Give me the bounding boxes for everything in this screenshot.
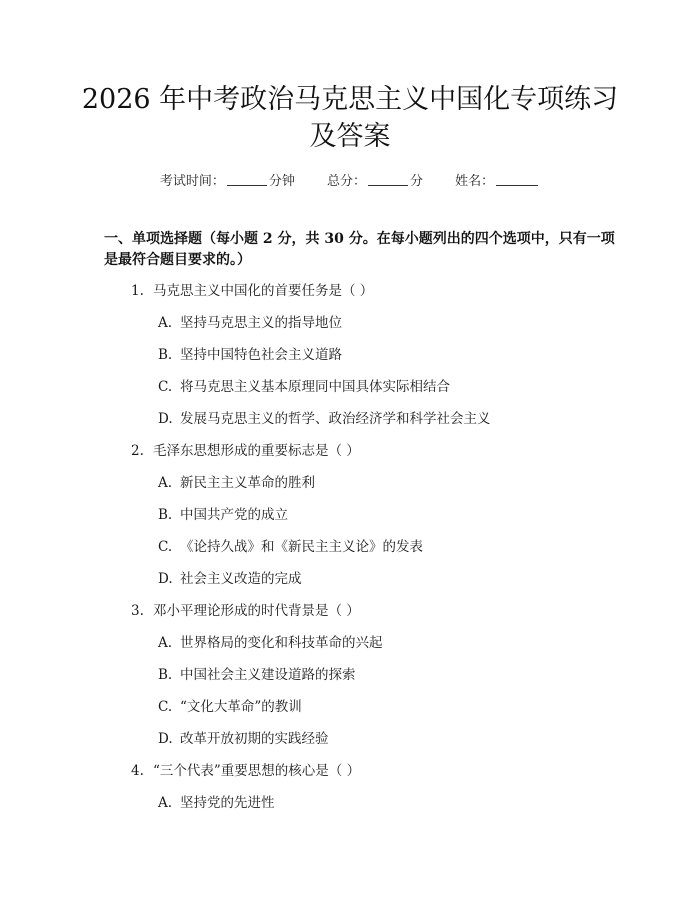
option-text: 将马克思主义基本原理同中国具体实际相结合 [180,379,450,395]
section-heading-line1: 一、单项选择题（每小题 2 分，共 30 分。在每小题列出的四个选项中，只有一项 [104,231,615,247]
option-text: 《论持久战》和《新民主主义论》的发表 [180,539,423,555]
question-1-option-d [158,410,491,428]
question-3-option-d [158,730,329,748]
question-4 [131,762,360,780]
option-text: “文化大革命”的教训 [180,699,302,715]
option-letter: D. [158,571,173,587]
option-text: 中国社会主义建设道路的探索 [180,667,356,683]
option-text: 世界格局的变化和科技革命的兴起 [180,635,383,651]
question-4-option-a [158,794,275,812]
page-title-line2: 及答案 [309,121,391,152]
question-number: 1. [131,283,144,299]
question-number: 3. [131,603,144,619]
question-text: 马克思主义中国化的首要任务是（ ） [153,283,374,299]
name-blank [496,173,538,186]
option-text: 社会主义改造的完成 [180,571,302,587]
total-score-blank [368,173,408,186]
question-2 [131,442,360,460]
exam-time-label: 考试时间： [159,174,225,189]
option-letter: C. [158,539,173,555]
option-text: 改革开放初期的实践经验 [180,731,329,747]
option-text: 坚持党的先进性 [180,795,275,811]
question-3-option-c [158,698,302,716]
question-text: “三个代表”重要思想的核心是（ ） [153,763,361,779]
question-1-option-c [158,378,450,396]
question-3-option-b [158,666,356,684]
exam-time-blank [227,173,267,186]
option-letter: D. [158,411,173,427]
section-heading [104,229,615,271]
question-2-option-c [158,538,423,556]
question-text: 邓小平理论形成的时代背景是（ ） [153,603,360,619]
total-score-field [327,174,427,189]
option-letter: A. [158,635,173,651]
option-text: 新民主主义革命的胜利 [180,475,315,491]
option-letter: D. [158,731,173,747]
name-field [455,174,540,189]
question-number: 4. [131,763,144,779]
option-letter: A. [158,795,173,811]
exam-info-row [0,170,700,189]
question-2-option-b [158,506,288,524]
question-1-option-b [158,346,342,364]
question-text: 毛泽东思想形成的重要标志是（ ） [153,443,360,459]
question-3-option-a [158,634,383,652]
option-letter: B. [158,507,173,523]
exam-time-unit: 分钟 [268,174,295,189]
section-heading-line2: 是最符合题目要求的。） [104,252,251,268]
question-1-option-a [158,314,342,332]
question-number: 2. [131,443,144,459]
total-score-unit: 分 [410,174,424,189]
option-letter: C. [158,699,173,715]
question-2-option-a [158,474,315,492]
option-letter: A. [158,315,173,331]
option-letter: A. [158,475,173,491]
question-1 [131,282,373,300]
option-letter: C. [158,379,173,395]
option-letter: B. [158,347,173,363]
page-title-line1: 2026 年中考政治马克思主义中国化专项练习 [81,84,619,115]
option-text: 坚持马克思主义的指导地位 [180,315,342,331]
option-text: 坚持中国特色社会主义道路 [180,347,342,363]
total-score-label: 总分： [326,174,366,189]
name-label: 姓名： [455,174,495,189]
option-text: 发展马克思主义的哲学、政治经济学和科学社会主义 [180,411,491,427]
question-3 [131,602,360,620]
exam-time-field [160,174,299,189]
question-2-option-d [158,570,302,588]
option-text: 中国共产党的成立 [180,507,288,523]
option-letter: B. [158,667,173,683]
